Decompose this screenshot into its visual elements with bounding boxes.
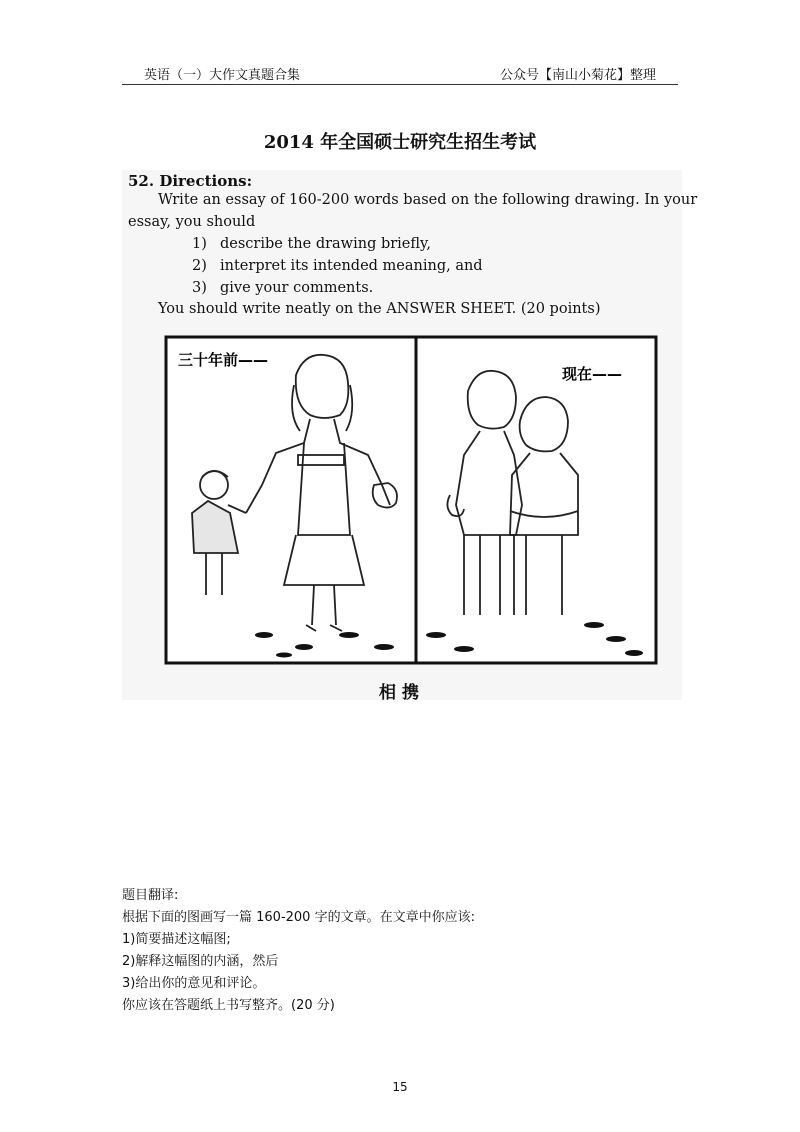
header-right-text: 公众号【南山小菊花】整理	[499, 68, 656, 83]
translation-line: 根据下面的图画写一篇 160-200 字的文章。在文章中你应该:	[122, 910, 475, 925]
closing-line: You should write neatly on the ANSWER SHEET. (20 points)	[158, 301, 601, 317]
item-3-text: give your comments.	[220, 280, 374, 296]
translation-line: 你应该在答题纸上书写整齐。(20 分)	[122, 998, 335, 1013]
translation-line: 2)解释这幅图的内涵，然后	[122, 954, 279, 969]
left-panel-label: 三十年前——	[178, 351, 269, 369]
translation-heading: 题目翻译:	[122, 888, 179, 903]
translation-block	[122, 885, 475, 1017]
translation-line: 3)给出你的意见和评论。	[122, 976, 266, 991]
translation-line: 1)简要描述这幅图;	[122, 932, 231, 947]
drawing-caption: 相携	[379, 683, 425, 703]
cartoon-drawing	[164, 335, 658, 665]
page-title: 2014 年全国硕士研究生招生考试	[263, 132, 537, 153]
page-number: 15	[392, 1080, 408, 1094]
intro-line-2: essay, you should	[128, 214, 256, 230]
intro-line-1: Write an essay of 160-200 words based on the following drawing. In your	[158, 192, 698, 208]
item-2-text: interpret its intended meaning, and	[220, 258, 483, 274]
item-1-number: 1)	[192, 236, 207, 252]
question-block	[122, 170, 698, 703]
item-2-number: 2)	[192, 258, 207, 274]
directions-heading: 52. Directions:	[128, 172, 253, 190]
item-3-number: 3)	[192, 280, 207, 296]
page-header	[122, 62, 678, 85]
header-left-text: 英语（一）大作文真题合集	[144, 68, 301, 83]
item-1-text: describe the drawing briefly,	[220, 236, 431, 252]
cartoon-svg	[164, 335, 658, 665]
right-panel-label: 现在——	[562, 365, 623, 383]
